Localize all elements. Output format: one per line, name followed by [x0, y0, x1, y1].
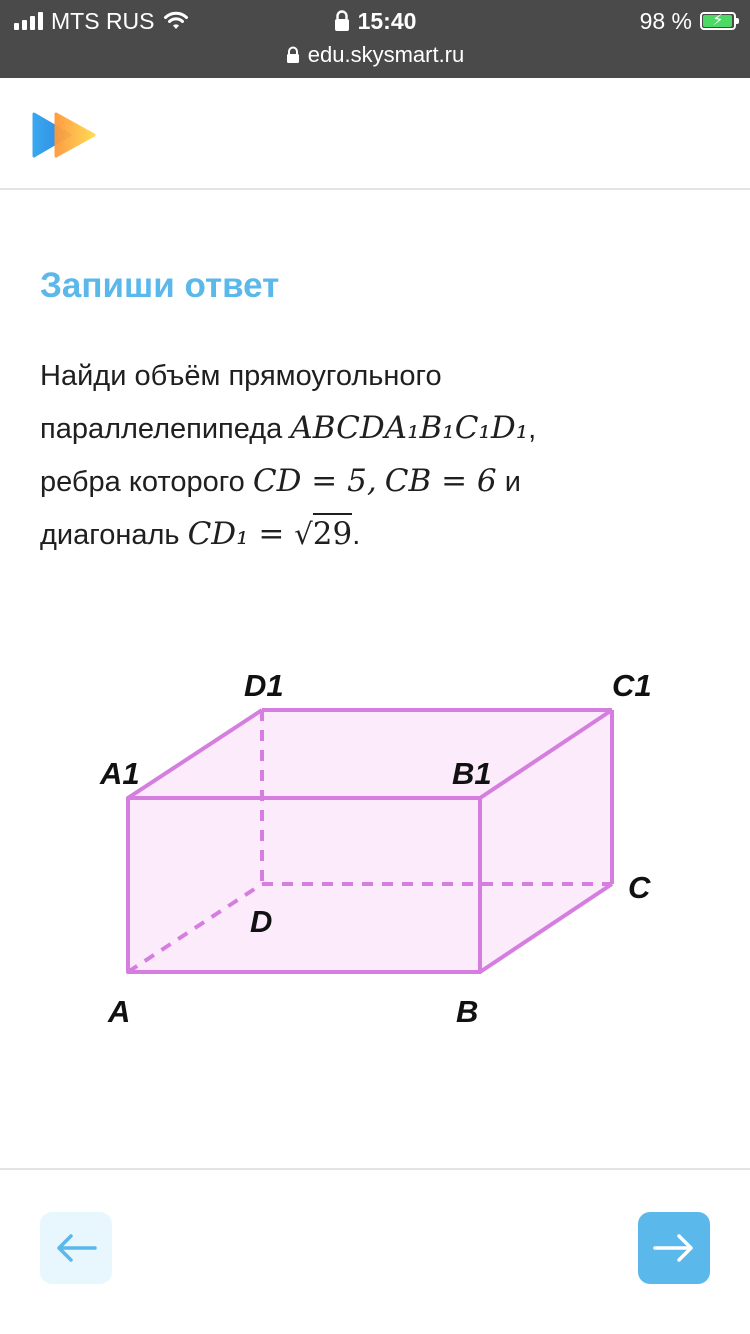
status-bar [0, 0, 750, 78]
vertex-label-b1: B1 [452, 756, 492, 791]
task-line-2: параллелепипеда [40, 413, 283, 445]
battery-percent: 98 % [639, 7, 692, 34]
app-header [0, 78, 750, 190]
vertex-label-d: D [250, 904, 273, 939]
time-label: 15:40 [357, 7, 417, 34]
lock-icon [334, 10, 350, 32]
vertex-label-c: C [628, 870, 651, 905]
vertex-label-a1: A1 [100, 756, 140, 791]
task-line-3: ребра которого [40, 466, 245, 498]
battery-icon: ⚡ [700, 12, 736, 30]
math-solid-name: ABCDA₁B₁C₁D₁ [290, 410, 529, 446]
task-text: Найди объём прямоугольного параллелепипеда ABCDA₁B₁C₁D₁, ребра которого CD = 5, CB = 6 и диагональ CD₁ = √29. [40, 360, 537, 552]
parallelepiped-figure [0, 620, 750, 1080]
vertex-label-b: B [456, 994, 479, 1029]
math-cb: CB = 6 [384, 463, 497, 499]
sqrt-icon: √ [294, 517, 313, 551]
vertex-label-d1: D1 [244, 668, 284, 703]
vertex-label-c1: C1 [612, 668, 652, 703]
carrier-label: MTS RUS [51, 7, 155, 34]
math-sqrt-value: 29 [313, 513, 352, 552]
address-bar[interactable] [0, 40, 750, 70]
vertex-label-a: A [108, 994, 131, 1029]
status-right [640, 6, 736, 36]
math-diagonal: CD₁ = [187, 516, 295, 552]
url-label: edu.skysmart.ru [307, 42, 465, 67]
skysmart-logo-icon[interactable] [30, 112, 98, 158]
task-line-1: Найди объём прямоугольного [40, 360, 442, 392]
prev-button[interactable] [40, 1212, 112, 1284]
task-title: Запиши ответ [40, 266, 280, 305]
math-cd: CD = 5 [252, 463, 367, 499]
arrow-right-icon [653, 1233, 695, 1263]
arrow-left-icon [55, 1233, 97, 1263]
task-and: и [504, 466, 521, 498]
lock-icon [286, 46, 300, 64]
status-center [0, 6, 750, 36]
next-button[interactable] [638, 1212, 710, 1284]
footer-nav [0, 1168, 750, 1334]
task-line-4: диагональ [40, 519, 180, 551]
